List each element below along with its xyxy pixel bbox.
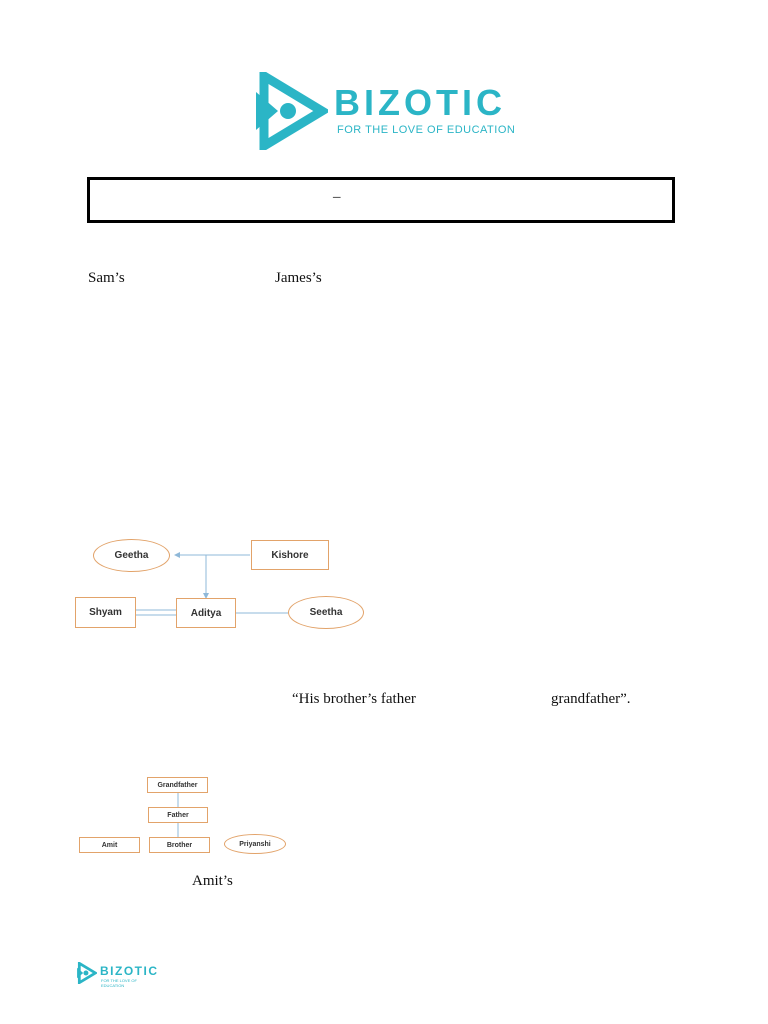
text-sams: Sam’s: [88, 270, 125, 286]
footer-logo: [76, 962, 159, 988]
node-aditya: Aditya: [176, 598, 236, 628]
node-amit: Amit: [79, 837, 140, 853]
node-seetha: Seetha: [288, 596, 364, 629]
title-dash: –: [333, 189, 341, 205]
footer-logo-name: BIZOTIC: [100, 964, 159, 978]
bizotic-footer-icon: [76, 962, 97, 984]
node-priyanshi: Priyanshi: [224, 834, 286, 854]
text-grandfather: grandfather”.: [551, 691, 631, 707]
bizotic-logo-icon: [252, 72, 328, 150]
node-father: Father: [148, 807, 208, 823]
text-jamess: James’s: [275, 270, 322, 286]
node-grandfather: Grandfather: [147, 777, 208, 793]
logo-name: BIZOTIC: [334, 82, 506, 123]
node-geetha: Geetha: [93, 539, 170, 572]
title-box: [87, 177, 675, 223]
header-logo: [252, 72, 522, 152]
node-kishore: Kishore: [251, 540, 329, 570]
text-his-brothers-father: “His brother’s father: [292, 691, 416, 707]
footer-logo-tagline: FOR THE LOVE OF EDUCATION: [101, 978, 137, 988]
node-shyam: Shyam: [75, 597, 136, 628]
node-brother: Brother: [149, 837, 210, 853]
logo-tagline: FOR THE LOVE OF EDUCATION: [337, 124, 516, 136]
text-amits: Amit’s: [192, 873, 233, 889]
